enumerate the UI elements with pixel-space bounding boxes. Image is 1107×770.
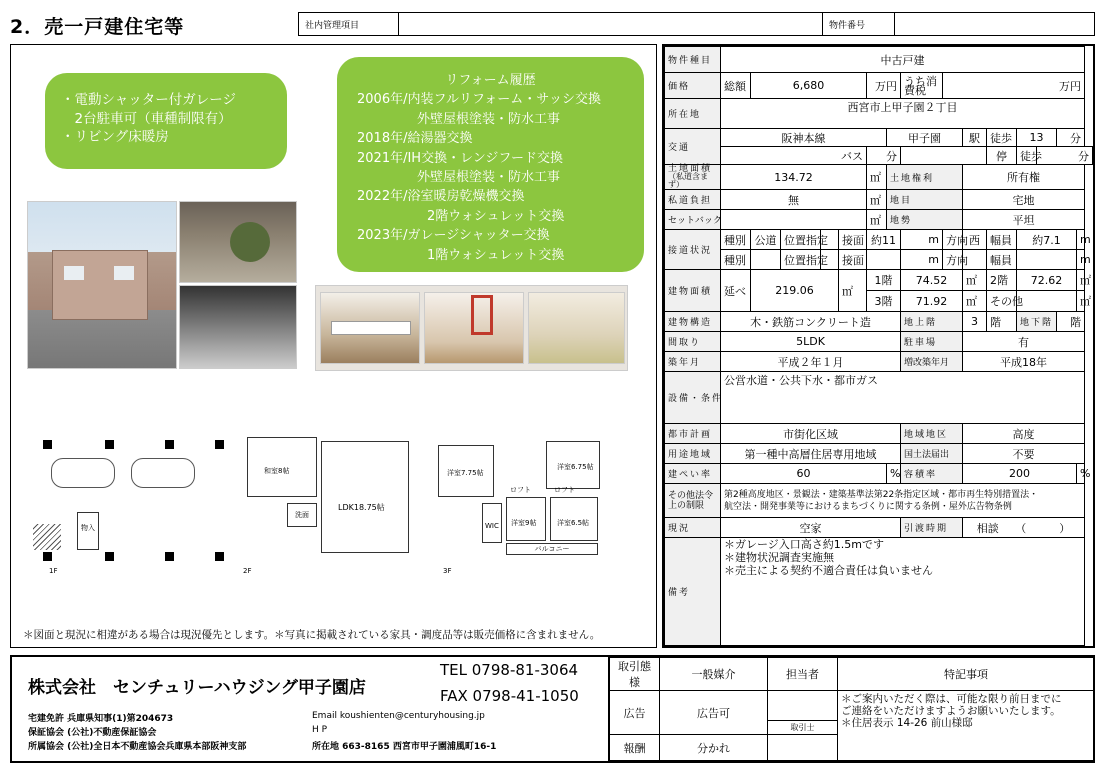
price: 6,680 (751, 73, 867, 99)
type-label: 物件種目 (665, 47, 721, 73)
land-right: 所有権 (963, 165, 1085, 190)
kai-unit-2: 階 (1057, 312, 1085, 332)
zone: 高度 (963, 424, 1085, 444)
remark-line: ＊ガレージ入口高さ約1.5mです (724, 538, 884, 551)
feature-1: ・電動シャッター付ガレージ (61, 92, 236, 108)
facility: 公営水道・公共下水・都市ガス (721, 372, 1085, 424)
below-label: 地下階 (1017, 312, 1057, 332)
setback-label: セットバック (665, 210, 721, 230)
kitchen-photo (320, 292, 420, 364)
garage-photo (179, 285, 297, 369)
reform-title: リフォーム履歴 (445, 73, 536, 88)
m2-unit: ㎡ (1077, 270, 1085, 291)
email: Email koushienten@centuryhousing.jp (312, 711, 485, 721)
train-line: 阪神本線 (721, 129, 887, 147)
homepage-label: H P (312, 725, 328, 735)
chimoku-label: 地目 (887, 190, 963, 210)
mgmt-value (399, 13, 823, 35)
fee: 分かれ (660, 735, 768, 761)
footer (10, 655, 1095, 763)
facility-label: 設備・条件 (665, 372, 721, 424)
plan-wic: WIC (482, 503, 502, 543)
plan-room4: 洋室6.5帖 (550, 497, 598, 541)
remark-line: ＊売主による契約不適合責任は負いません (724, 564, 933, 577)
japanese-room-photo (528, 292, 625, 364)
notify: 不要 (963, 444, 1085, 464)
assoc-1: 保証協会 (公社)不動産保証協会 (28, 728, 157, 738)
chisei-label: 地勢 (887, 210, 963, 230)
reform-line: 2022年/浴室暖房乾燥機交換 (357, 189, 525, 205)
reform-line: 2階ウォシュレット交換 (427, 208, 565, 224)
kai-unit: 階 (987, 312, 1017, 332)
mgmt-label: 社内管理項目 (299, 13, 399, 35)
photo-plan-pane (10, 44, 657, 648)
bukken-value (895, 13, 1094, 35)
use-zone-label: 用途地域 (665, 444, 721, 464)
walk-minutes: 13 (1017, 129, 1057, 147)
position-label: 位置指定 (781, 230, 821, 250)
private-road-label: 私道負担 (665, 190, 721, 210)
walk-label: 徒歩 (987, 129, 1017, 147)
m-unit: m (1077, 250, 1085, 270)
road-type-label: 種別 (721, 230, 751, 250)
property-type: 中古戸建 (721, 47, 1085, 73)
disclaimer-note: ＊図面と現況に相違がある場合は現況優先とします。＊写真に掲載されている家具・調度品等は販売価格に含まれません。 (23, 629, 601, 641)
floor-label-2f: 2F (243, 567, 252, 575)
stairs (33, 524, 61, 550)
traffic-label: 交通 (665, 129, 721, 165)
car-icon (51, 458, 115, 488)
built: 平成２年１月 (721, 352, 901, 372)
reform-line: 2023年/ガレージシャッター交換 (357, 228, 550, 244)
plan-storage: 物入 (77, 512, 99, 550)
floor-plan-1f (29, 440, 229, 565)
structure-label: 建物構造 (665, 312, 721, 332)
city-plan: 市街化区域 (721, 424, 901, 444)
address: 所在地 663-8165 西宮市甲子園浦風町16-1 (312, 742, 497, 752)
m-unit: m (1077, 230, 1085, 250)
plan-loft2: ロフト (554, 486, 575, 494)
reform-line: 2018年/給湯器交換 (357, 131, 473, 147)
staff-label: 担当者 (768, 658, 838, 691)
company-info (14, 659, 602, 761)
nobe-label: 延べ (721, 270, 751, 312)
deal-label: 取引態様 (610, 658, 660, 691)
ad-label: 広告 (610, 691, 660, 735)
road-label: 接道状況 (665, 230, 721, 270)
minutes-unit-2: 分 (1037, 147, 1093, 165)
renovation-label: 増改築年月 (901, 352, 963, 372)
bus-label: バス (721, 147, 867, 165)
restriction-line: 航空法・開発事業等におけるまちづくりに関する条例・屋外広告物条例 (724, 501, 1012, 512)
handover-label: 引渡時期 (901, 518, 963, 538)
width-label: 幅員 (987, 230, 1017, 250)
assoc-2: 所属協会 (公社)全日本不動産協会兵庫県本部阪神支部 (28, 742, 247, 752)
bus-minutes: 分 (867, 147, 901, 165)
status: 空家 (721, 518, 901, 538)
fax: FAX 0798-41-1050 (440, 687, 579, 705)
floor2-label: 2階 (987, 270, 1017, 291)
pct-unit: % (1077, 464, 1085, 484)
sesmen-label: 接面 (839, 230, 867, 250)
layout: 5LDK (721, 332, 901, 352)
price-unit: 万円 (867, 73, 901, 99)
floor3-area: 71.92 (901, 291, 963, 312)
property-info-table (662, 44, 1095, 648)
land-area-sublabel: （私道含まず） (668, 172, 708, 189)
far: 200 (963, 464, 1077, 484)
chisei: 平坦 (963, 210, 1085, 230)
bcr-label: 建ぺい率 (665, 464, 721, 484)
land-area-label: 土地面積 (668, 164, 713, 174)
page-title: 2．売一戸建住宅等 (10, 16, 185, 38)
plan-ldk: LDK18.75帖 (321, 441, 409, 553)
m2-unit: ㎡ (1077, 291, 1085, 312)
parking: 有 (963, 332, 1085, 352)
floor2-area: 72.62 (1017, 270, 1077, 291)
special-label: 特記事項 (838, 658, 1095, 691)
plan-wash: 洗面 (287, 503, 317, 527)
floor1-label: 1階 (867, 270, 901, 291)
room-photo (424, 292, 524, 364)
floor1-area: 74.52 (901, 270, 963, 291)
building-area-label: 建物面積 (665, 270, 721, 312)
land-area: 134.72 (721, 165, 867, 190)
city-plan-label: 都市計画 (665, 424, 721, 444)
direction: 西 (963, 230, 987, 250)
floor-plan-3f (436, 437, 606, 562)
m2-unit: ㎡ (839, 270, 867, 312)
status-label: 現況 (665, 518, 721, 538)
eki-label: 駅 (963, 129, 987, 147)
reform-line: 外壁屋根塗装・防水工事 (417, 111, 561, 127)
car-icon (131, 458, 195, 488)
zone-label: 地域地区 (901, 424, 963, 444)
restriction-line: 第2種高度地区・景観法・建築基準法第22条指定区域・都市再生特別措置法・ (724, 489, 1039, 500)
other-label: その他 (987, 291, 1017, 312)
plan-room2: 洋室9帖 (506, 497, 546, 541)
deal-table (608, 657, 1095, 761)
m-unit: m (901, 230, 943, 250)
torihiki-label: 取引士 (768, 720, 837, 734)
deal: 一般媒介 (660, 658, 768, 691)
header-box (298, 12, 1095, 36)
fee-label: 報酬 (610, 735, 660, 761)
exterior-photo (27, 201, 177, 369)
m2-unit: ㎡ (963, 291, 987, 312)
remarks-label: 備考 (665, 538, 721, 646)
plan-room3: 洋室6.75帖 (546, 441, 600, 489)
renovation: 平成18年 (963, 352, 1085, 372)
m-unit: m (901, 250, 943, 270)
stop-label: 停 (987, 147, 1017, 165)
plan-loft1: ロフト (510, 486, 531, 494)
sesmen: 約11 (867, 230, 901, 250)
above-label: 地上階 (901, 312, 963, 332)
direction-label: 方向 (943, 230, 963, 250)
tel: TEL 0798-81-3064 (440, 661, 579, 679)
above-floors: 3 (963, 312, 987, 332)
location-label: 所在地 (665, 99, 721, 129)
walk-label-2: 徒歩 (1017, 147, 1037, 165)
interior-photos (315, 285, 628, 371)
plan-balcony: バルコニー (506, 543, 598, 555)
floor-plan-2f (241, 437, 421, 562)
location: 西宮市上甲子園２丁目 (721, 99, 1085, 129)
position-label-2: 位置指定 (781, 250, 821, 270)
bukken-label: 物件番号 (823, 13, 895, 35)
feature-2: 2台駐車可（車種制限有） (61, 110, 232, 127)
feature-3: ・リビング床暖房 (61, 129, 169, 145)
far-label: 容積率 (901, 464, 963, 484)
reform-line: 2021年/IH交換・レンジフード交換 (357, 150, 564, 166)
private-road: 無 (721, 190, 867, 210)
station: 甲子園 (887, 129, 963, 147)
handover: 相談 （ ） (963, 518, 1085, 538)
sesmen-label-2: 接面 (839, 250, 867, 270)
direction-label-2: 方向 (943, 250, 963, 270)
road-width: 約7.1 (1017, 230, 1077, 250)
built-label: 築年月 (665, 352, 721, 372)
m2-unit: ㎡ (867, 210, 887, 230)
use-zone: 第一種中高層住居専用地域 (721, 444, 901, 464)
floor-label-3f: 3F (443, 567, 452, 575)
floor3-label: 3階 (867, 291, 901, 312)
total-label: 総額 (721, 73, 751, 99)
layout-label: 間取り (665, 332, 721, 352)
garden-photo (179, 201, 297, 283)
restriction-label: その他法令上の制限 (665, 484, 721, 518)
notify-label: 国土法届出 (901, 444, 963, 464)
remark-line: ＊建物状況調査実施無 (724, 551, 834, 564)
building-area: 219.06 (751, 270, 839, 312)
ad: 広告可 (660, 691, 768, 735)
road-type: 公道 (751, 230, 781, 250)
license: 宅建免許 兵庫県知事(1)第204673 (28, 714, 174, 724)
special-line: ご連絡をいただけますようお願いいたします。 (841, 705, 1061, 717)
floor-label-1f: 1F (49, 567, 58, 575)
structure: 木・鉄筋コンクリート造 (721, 312, 901, 332)
price-label: 価格 (665, 73, 721, 99)
chimoku: 宅地 (963, 190, 1085, 210)
tax-unit: 万円 (943, 73, 1085, 99)
special-line: ＊ご案内いただく際は、可能な限り前日までに (841, 693, 1062, 705)
bcr: 60 (721, 464, 887, 484)
reform-line: 外壁屋根塗装・防水工事 (417, 170, 561, 186)
plan-jp-room: 和室8帖 (247, 437, 317, 497)
m2-unit: ㎡ (867, 165, 887, 190)
minutes-unit: 分 (1057, 129, 1085, 147)
m2-unit: ㎡ (867, 190, 887, 210)
land-right-label: 土地権利 (887, 165, 963, 190)
m2-unit: ㎡ (963, 270, 987, 291)
reform-line: 2006年/内装フルリフォーム・サッシ交換 (357, 92, 602, 108)
road-type-label-2: 種別 (721, 250, 751, 270)
features-bubble (45, 73, 287, 169)
pct-unit: % (887, 464, 901, 484)
tax-label: うち消費税 (901, 73, 943, 99)
parking-label: 駐車場 (901, 332, 963, 352)
reform-line: 1階ウォシュレット交換 (427, 247, 565, 263)
company-name: 株式会社 センチュリーハウジング甲子園店 (28, 678, 366, 698)
plan-room1: 洋室7.75帖 (438, 445, 494, 497)
special-line: ＊住居表示 14-26 前山様邸 (841, 717, 973, 729)
width-label-2: 幅員 (987, 250, 1017, 270)
reform-history-bubble (337, 57, 644, 272)
